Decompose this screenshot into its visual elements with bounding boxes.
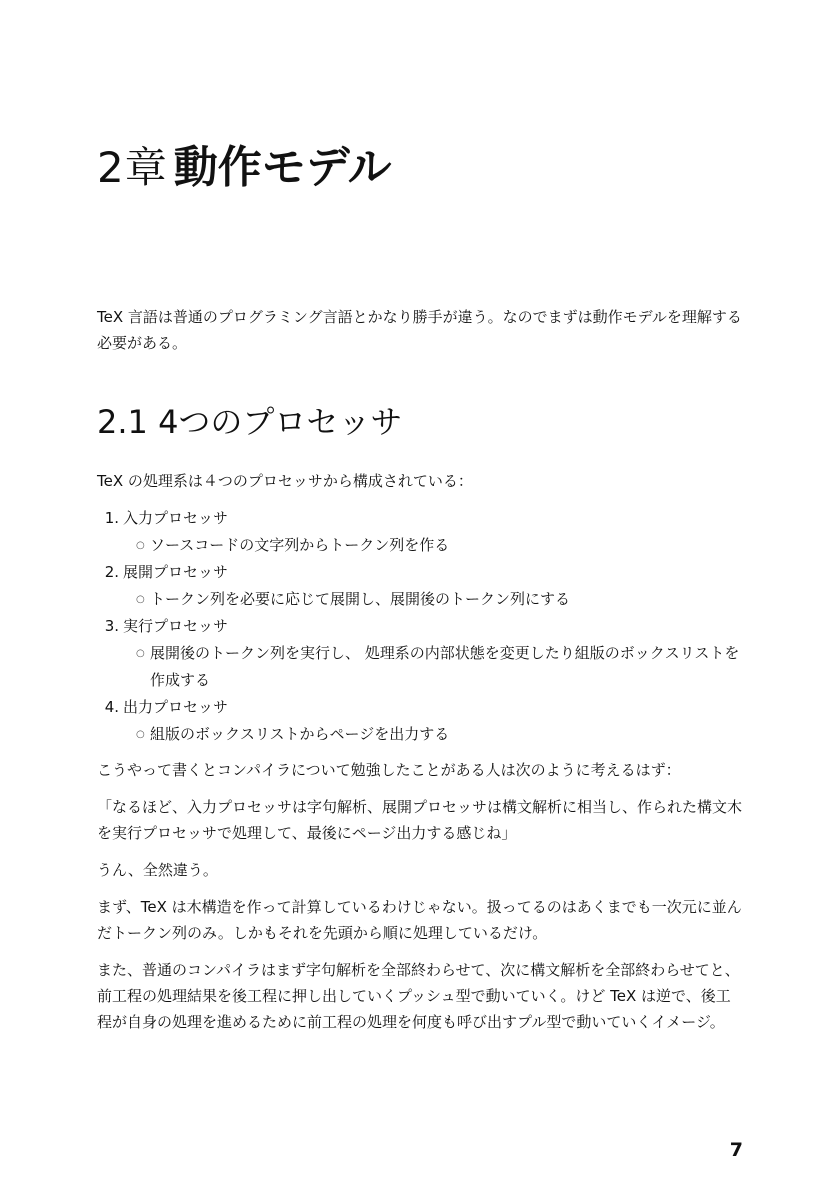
chapter-number: 2章: [97, 143, 168, 192]
processor-desc-item: [103, 532, 743, 559]
processor-desc: 組版のボックスリストからページを出力する: [150, 725, 450, 743]
processor-list: [97, 505, 743, 748]
processor-name: 出力プロセッサ: [123, 698, 229, 716]
bullet-icon: ○: [136, 594, 145, 605]
document-page: [97, 0, 743, 1190]
chapter-title: [97, 142, 392, 193]
processor-name: 入力プロセッサ: [123, 509, 229, 527]
processor-number: 2.: [104, 563, 119, 581]
processor-item: [97, 505, 743, 559]
quote-paragraph: 「なるほど、入力プロセッサは字句解析、展開プロセッサは構文解析に相当し、作られた構文木を実行プロセッサで処理して、最後にページ出力する感じね」: [97, 798, 743, 842]
processor-desc-item: [103, 586, 743, 613]
processor-name: 展開プロセッサ: [123, 563, 229, 581]
processor-sublist: [103, 640, 743, 694]
section-body: [97, 468, 743, 1046]
body-paragraph: まず、TeX は木構造を作って計算しているわけじゃない。扱ってるのはあくまでも一次元に並んだトークン列のみ。しかもそれを先頭から順に処理しているだけ。: [97, 898, 742, 942]
bullet-icon: ○: [136, 729, 145, 740]
processor-item: [97, 694, 743, 748]
processor-number: 3.: [104, 617, 119, 635]
processor-desc: ソースコードの文字列からトークン列を作る: [150, 536, 450, 554]
body-paragraph: うん、全然違う。: [97, 861, 218, 879]
processor-sublist: [103, 532, 743, 559]
section-lead: TeX の処理系は４つのプロセッサから構成されている：: [97, 472, 473, 490]
chapter-name: 動作モデル: [173, 142, 392, 193]
processor-number: 1.: [104, 509, 119, 527]
processor-desc-item: [103, 721, 743, 748]
intro-paragraph: TeX 言語は普通のプログラミング言語とかなり勝手が違う。なのでまずは動作モデルを理解する必要がある。: [97, 308, 742, 352]
body-paragraph: また、普通のコンパイラはまず字句解析を全部終わらせて、次に構文解析を全部終わらせてと、前工程の処理結果を後工程に押し出していくプッシュ型で動いていく。けど TeX は逆で、後工程が自身の処理を進めるために前工程の処理を何度も呼び出すプル型で動いていくイメージ。: [97, 961, 740, 1031]
processor-desc: 展開後のトークン列を実行し、 処理系の内部状態を変更したり組版のボックスリストを作成する: [150, 644, 740, 689]
processor-desc-item: [103, 640, 743, 694]
body-paragraph: こうやって書くとコンパイラについて勉強したことがある人は次のように考えるはず：: [97, 761, 681, 779]
page-number: 7: [729, 1139, 743, 1161]
processor-item: [97, 613, 743, 694]
bullet-icon: ○: [136, 540, 145, 551]
section-heading: 2.1 4つのプロセッサ: [97, 403, 403, 441]
processor-name: 実行プロセッサ: [123, 617, 229, 635]
processor-sublist: [103, 586, 743, 613]
processor-number: 4.: [104, 698, 119, 716]
bullet-icon: ○: [136, 648, 145, 659]
processor-desc: トークン列を必要に応じて展開し、展開後のトークン列にする: [150, 590, 571, 608]
processor-item: [97, 559, 743, 613]
processor-sublist: [103, 721, 743, 748]
